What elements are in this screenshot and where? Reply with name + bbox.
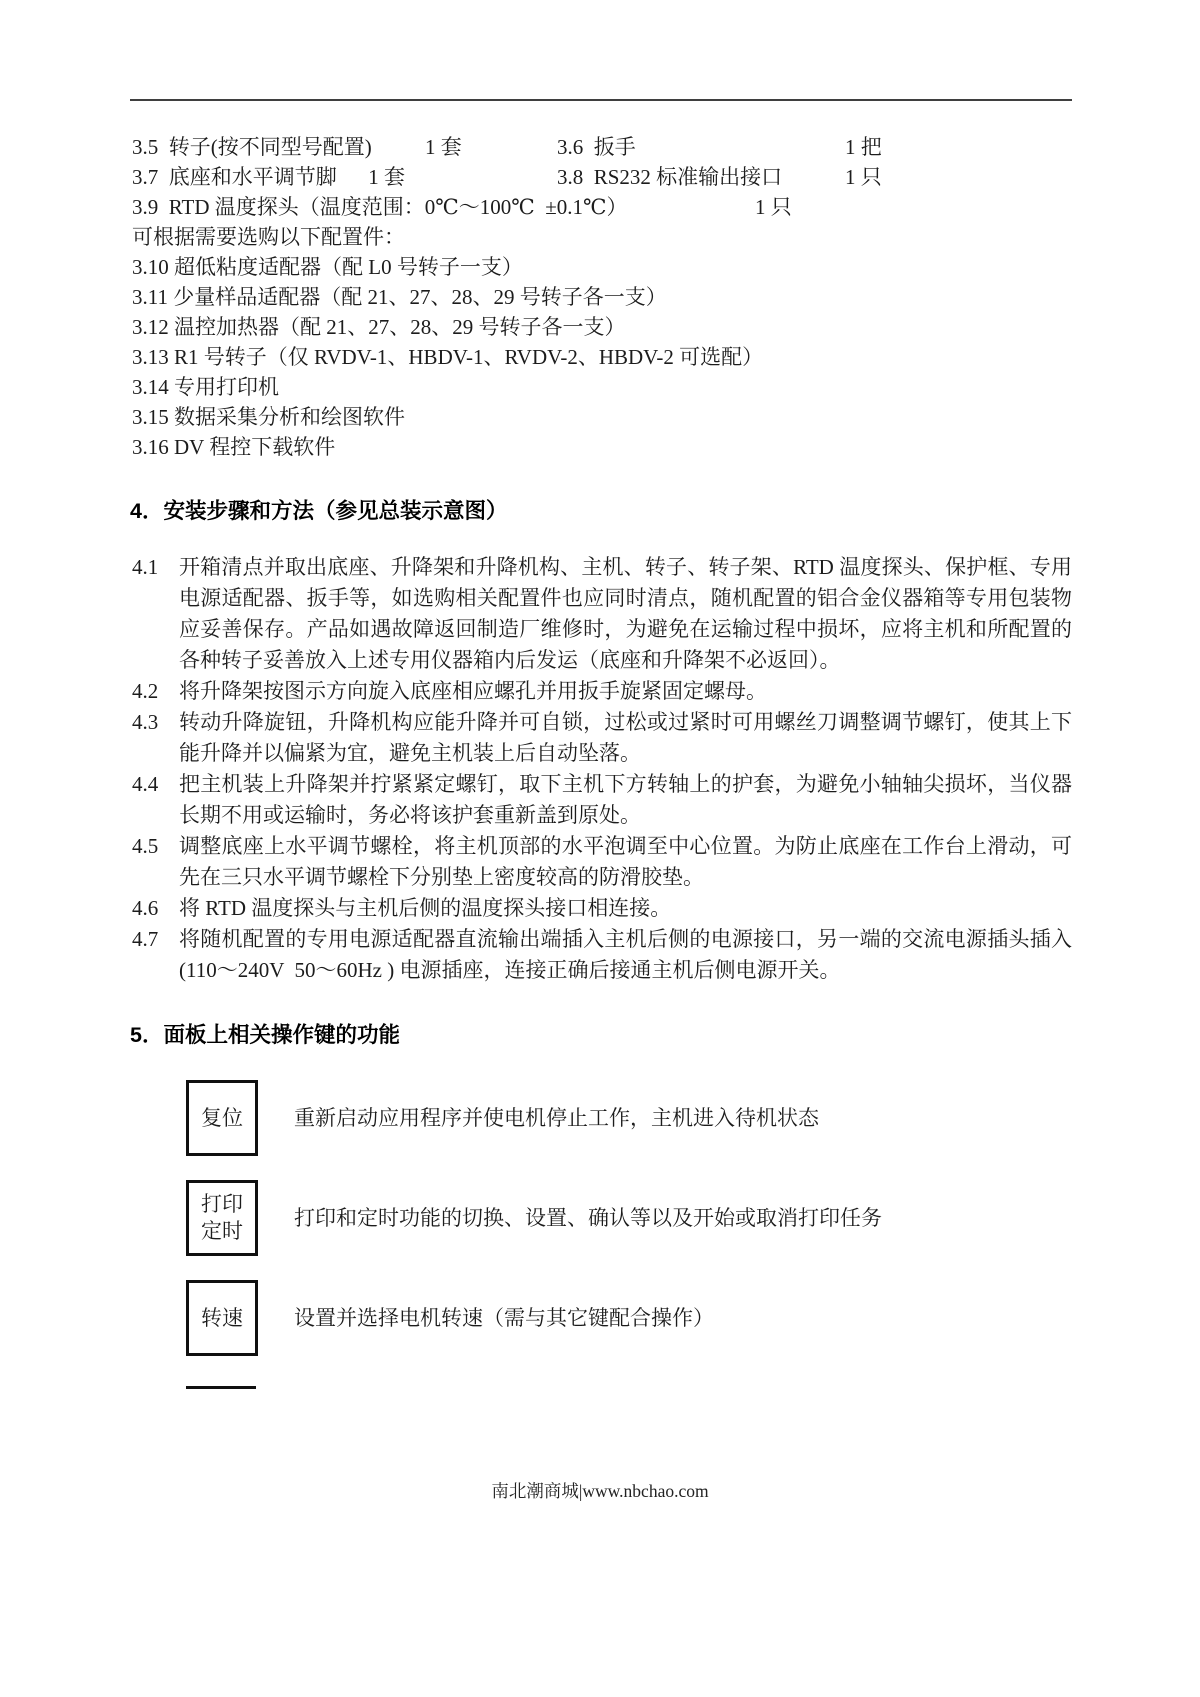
- key-label: 转速: [201, 1305, 243, 1330]
- step-text: 把主机装上升降架并拧紧紧定螺钉，取下主机下方转轴上的护套，为避免小轴轴尖损坏，当仪器长期不用或运输时，务必将该护套重新盖到原处。: [179, 772, 1072, 827]
- step-number: 4.3: [132, 710, 159, 734]
- section5-title: 5．面板上相关操作键的功能: [130, 1023, 400, 1047]
- instruction-step: [132, 831, 1072, 893]
- panel-key-row: [132, 1080, 1072, 1156]
- instruction-step: [132, 676, 1072, 707]
- instruction-step: [132, 769, 1072, 831]
- accessory-item: 3.8 RS232 标准输出接口: [557, 165, 783, 189]
- panel-key-row: [132, 1180, 1072, 1256]
- instruction-step: [132, 707, 1072, 769]
- speed-key-box: [186, 1280, 258, 1356]
- step-number: 4.7: [132, 927, 159, 951]
- key-description: 打印和定时功能的切换、设置、确认等以及开始或取消打印任务: [294, 1206, 882, 1230]
- accessory-item: 3.14 专用打印机: [132, 375, 279, 399]
- step-text: 将随机配置的专用电源适配器直流输出端插入主机后侧的电源接口，另一端的交流电源插头插入(110～240V 50～60Hz ) 电源插座，连接正确后接通主机后侧电源开关。: [179, 927, 1072, 982]
- step-text: 转动升降旋钮，升降机构应能升降并可自锁，过松或过紧时可用螺丝刀调整调节螺钉，使其上下能升降并以偏紧为宜，避免主机装上后自动坠落。: [179, 710, 1072, 765]
- accessory-row: [132, 132, 1072, 162]
- accessory-row: [132, 162, 1072, 192]
- accessory-item: 3.10 超低粘度适配器（配 L0 号转子一支）: [132, 255, 523, 279]
- step-number: 4.1: [132, 555, 159, 579]
- accessory-item: 3.5 转子(按不同型号配置): [132, 135, 372, 159]
- accessory-row: [132, 192, 1072, 222]
- section4-title: 4．安装步骤和方法（参见总装示意图）: [130, 499, 508, 523]
- accessory-item: 3.12 温控加热器（配 21、27、28、29 号转子各一支）: [132, 315, 626, 339]
- key-description: 重新启动应用程序并使电机停止工作，主机进入待机状态: [294, 1106, 819, 1130]
- top-rule: [130, 99, 1072, 101]
- step-text: 将升降架按图示方向旋入底座相应螺孔并用扳手旋紧固定螺母。: [179, 679, 767, 703]
- accessory-item: 3.15 数据采集分析和绘图软件: [132, 405, 405, 429]
- instruction-step: [132, 893, 1072, 924]
- footer-watermark: 南北潮商城|www.nbchao.com: [491, 1481, 709, 1501]
- panel-keys: [132, 1080, 1072, 1389]
- print-timer-key-box: [186, 1180, 258, 1256]
- key-description: 设置并选择电机转速（需与其它键配合操作）: [294, 1306, 714, 1330]
- accessory-item: 3.11 少量样品适配器（配 21、27、28、29 号转子各一支）: [132, 285, 667, 309]
- step-number: 4.6: [132, 896, 159, 920]
- accessory-item: 3.7 底座和水平调节脚 1 套: [132, 165, 405, 189]
- step-text: 开箱清点并取出底座、升降架和升降机构、主机、转子、转子架、RTD 温度探头、保护框、专用电源适配器、扳手等，如选购相关配置件也应同时清点，随机配置的铝合金仪器箱等专用包装物应妥善保存。产品如遇故障返回制造厂维修时，为避免在运输过程中损坏，应将主机和所配置的各种转子妥善放入上述专用仪器箱内后发运（底座和升降架不必返回）。: [179, 555, 1072, 672]
- accessory-qty: 1 把: [845, 135, 882, 159]
- step-text: 将 RTD 温度探头与主机后侧的温度探头接口相连接。: [179, 896, 672, 920]
- step-number: 4.2: [132, 679, 159, 703]
- page-content: [132, 132, 1072, 1389]
- panel-key-row: [132, 1280, 1072, 1356]
- accessory-item: 3.6 扳手: [557, 135, 636, 159]
- cut-off-key-box-top: [186, 1386, 256, 1389]
- accessory-qty: [425, 162, 557, 192]
- step-text: 调整底座上水平调节螺栓，将主机顶部的水平泡调至中心位置。为防止底座在工作台上滑动，可先在三只水平调节螺栓下分别垫上密度较高的防滑胶垫。: [179, 834, 1072, 889]
- accessory-qty: 1 只: [845, 165, 882, 189]
- optional-parts-note: 可根据需要选购以下配置件：: [132, 225, 405, 249]
- key-label: 打印: [201, 1192, 243, 1216]
- step-number: 4.5: [132, 834, 159, 858]
- step-number: 4.4: [132, 772, 159, 796]
- accessory-item: 3.16 DV 程控下载软件: [132, 435, 336, 459]
- instruction-step: [132, 924, 1072, 986]
- accessory-qty: 1 套: [425, 135, 462, 159]
- reset-key-box: [186, 1080, 258, 1156]
- accessory-item: 3.13 R1 号转子（仅 RVDV-1、HBDV-1、RVDV-2、HBDV-2 可选配）: [132, 345, 764, 369]
- accessory-qty: 1 只: [755, 195, 792, 219]
- key-label: 定时: [201, 1219, 243, 1243]
- key-label: 复位: [201, 1105, 243, 1130]
- instruction-step: [132, 552, 1072, 676]
- accessory-item: 3.9 RTD 温度探头（温度范围：0℃～100℃ ±0.1℃）: [132, 195, 628, 219]
